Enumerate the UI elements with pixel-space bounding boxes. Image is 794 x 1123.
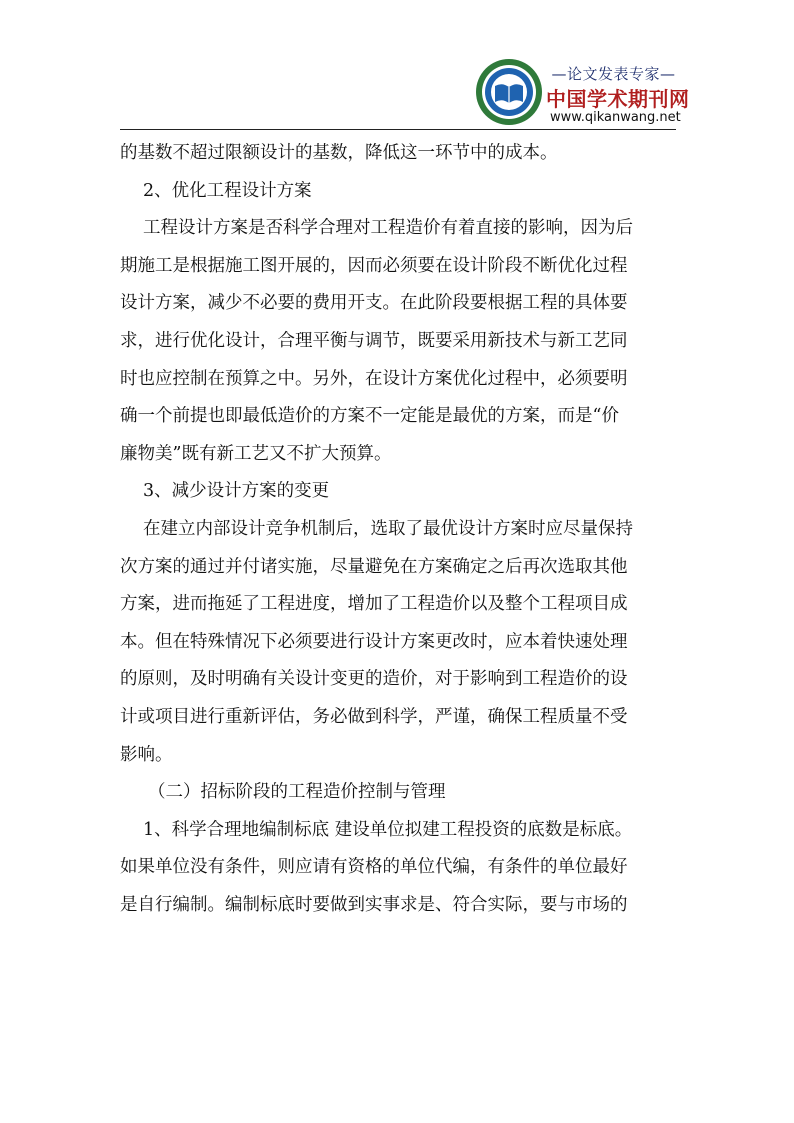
body-line: 次方案的通过并付诸实施，尽量避免在方案确定之后再次选取其他 [120, 556, 628, 577]
document-body [120, 135, 665, 924]
body-line: 本。但在特殊情况下必须要进行设计方案更改时，应本着快速处理 [120, 631, 628, 652]
body-line: 影响。 [120, 744, 173, 765]
body-line: 计或项目进行重新评估，务必做到科学，严谨，确保工程质量不受 [120, 706, 628, 727]
header-divider [120, 129, 676, 130]
section-heading: 3、减少设计方案的变更 [143, 481, 330, 502]
body-line: 1、科学合理地编制标底 建设单位拟建工程投资的底数是标底。 [143, 819, 633, 840]
body-line: 廉物美”既有新工艺又不扩大预算。 [120, 443, 392, 464]
subsection-heading: （二）招标阶段的工程造价控制与管理 [148, 782, 446, 803]
header-url: www.qikanwang.net [550, 110, 681, 125]
body-line: 是自行编制。编制标底时要做到实事求是、符合实际，要与市场的 [120, 894, 628, 915]
body-line: 的基数不超过限额设计的基数，降低这一环节中的成本。 [120, 143, 558, 163]
header-brand: 中国学术期刊网 [546, 87, 690, 111]
body-line: 如果单位没有条件，则应请有资格的单位代编，有条件的单位最好 [120, 857, 628, 878]
body-line: 确一个前提也即最低造价的方案不一定能是最优的方案，而是“价 [120, 406, 619, 427]
body-line: 期施工是根据施工图开展的，因而必须要在设计阶段不断优化过程 [120, 255, 628, 276]
body-line: 求，进行优化设计，合理平衡与调节，既要采用新技术与新工艺同 [120, 330, 628, 351]
body-line: 时也应控制在预算之中。另外，在设计方案优化过程中，必须要明 [120, 368, 628, 389]
journal-logo-icon [475, 58, 543, 126]
body-line: 在建立内部设计竞争机制后，选取了最优设计方案时应尽量保持 [143, 518, 633, 539]
page-header [120, 55, 690, 131]
header-tagline: —论文发表专家— [551, 65, 676, 83]
section-heading: 2、优化工程设计方案 [143, 180, 312, 201]
body-line: 设计方案，减少不必要的费用开支。在此阶段要根据工程的具体要 [120, 293, 628, 314]
body-line: 的原则，及时明确有关设计变更的造价，对于影响到工程造价的设 [120, 669, 628, 690]
body-line: 工程设计方案是否科学合理对工程造价有着直接的影响，因为后 [143, 218, 633, 239]
body-line: 方案，进而拖延了工程进度，增加了工程造价以及整个工程项目成 [120, 594, 628, 615]
